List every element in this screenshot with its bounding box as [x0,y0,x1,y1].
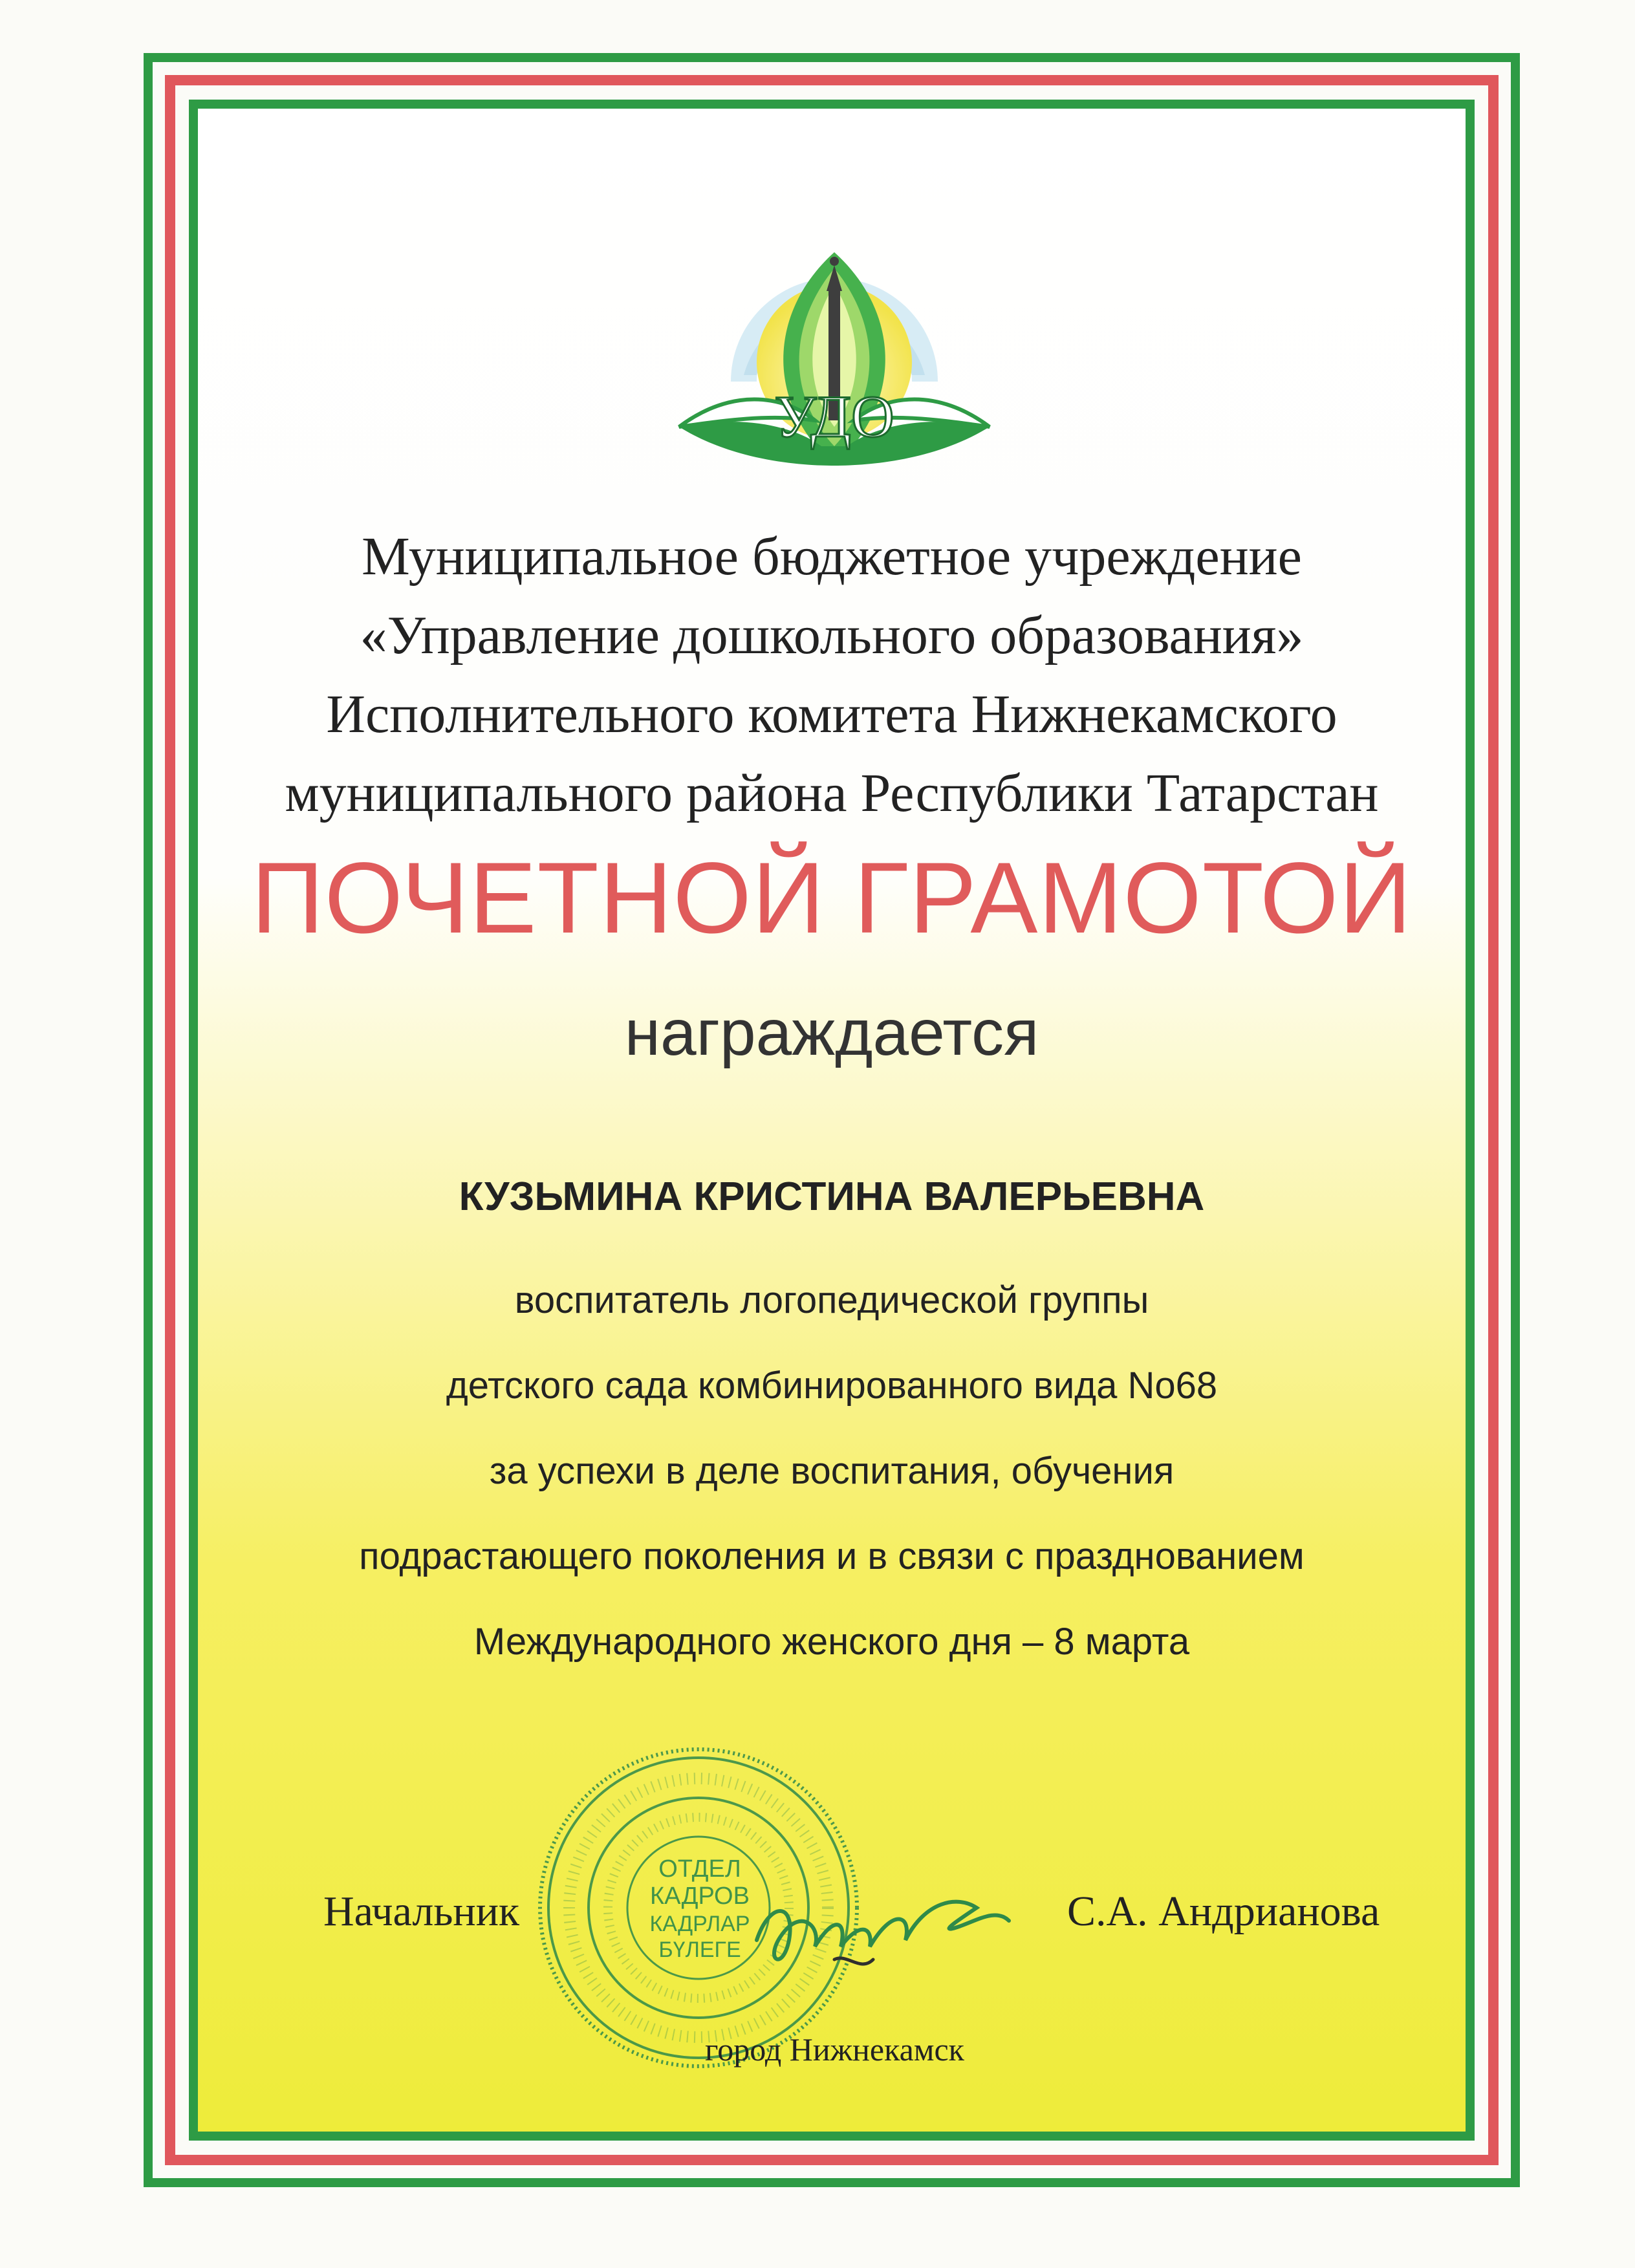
reason-line: за успехи в деле воспитания, обучения [489,1450,1175,1492]
stamp-line: КАДРЛАР [649,1912,750,1936]
org-line: «Управление дошкольного образования» [360,605,1304,665]
org-line: муниципального района Республики Татарстан [285,763,1379,823]
award-reason [198,1258,1466,1685]
stamp-line: КАДРОВ [650,1883,750,1910]
reason-line: Международного женского дня – 8 марта [473,1621,1190,1663]
org-line: Муниципальное бюджетное учреждение [362,526,1302,587]
reason-line: воспитатель логопедической группы [514,1279,1149,1321]
org-line: Исполнительного комитета Нижнекамского [326,684,1337,744]
awarded-text: награждается [624,997,1039,1069]
city-name: город Нижнекамск [705,2031,964,2068]
recipient-name: КУЗЬМИНА КРИСТИНА ВАЛЕРЬЕВНА [459,1174,1205,1219]
stamp-line: БҮЛЕГЕ [658,1938,741,1962]
reason-line: детского сада комбинированного вида No68 [446,1365,1218,1407]
handwritten-signature [744,1863,1015,1992]
certificate-title: ПОЧЕТНОЙ ГРАМОТОЙ [251,842,1413,955]
signer-name: С.А. Андрианова [1067,1888,1380,1935]
organization-name [198,517,1466,833]
logo-text: УДО [774,383,894,449]
stamp-line: ОТДЕЛ [658,1855,741,1883]
udo-logo [653,213,1015,498]
signer-position: Начальник [323,1888,520,1935]
reason-line: подрастающего поколения и в связи с празднованием [359,1535,1305,1577]
